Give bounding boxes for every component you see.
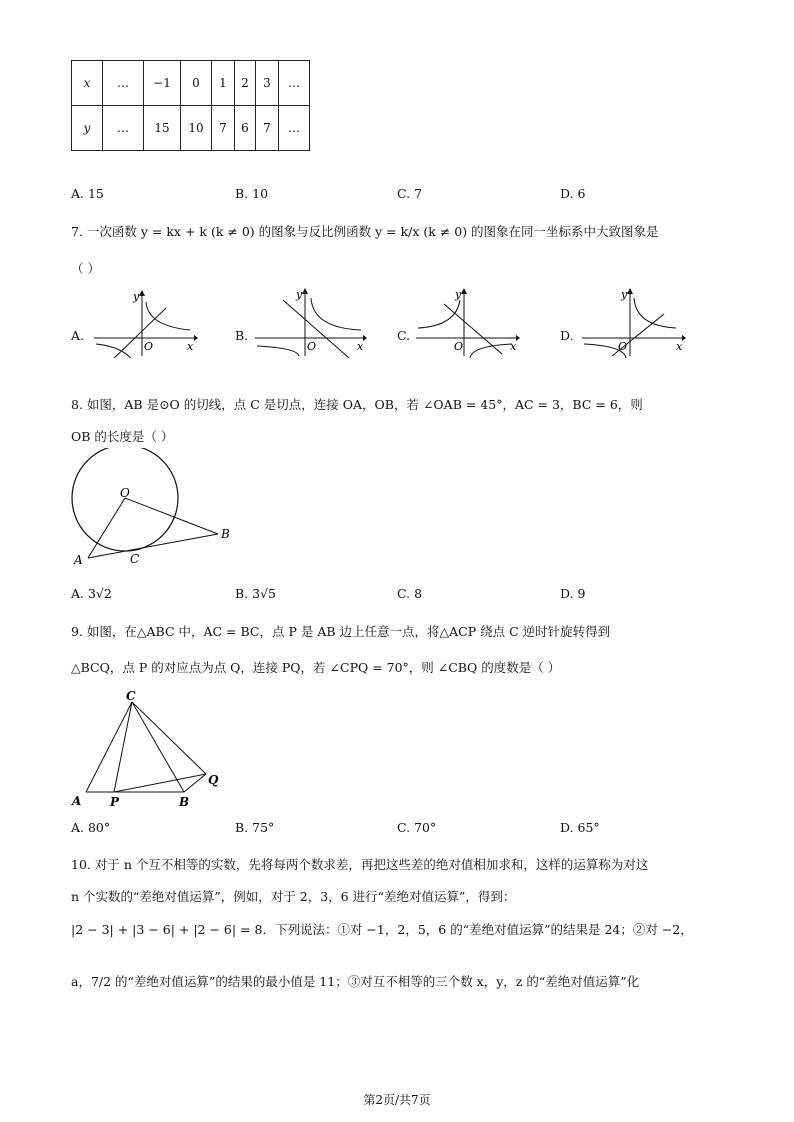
arrow-icon bbox=[516, 335, 520, 341]
q9-option-c: C. 70° bbox=[397, 820, 437, 835]
hyperbola-branch bbox=[146, 302, 190, 330]
hyperbola-branch bbox=[634, 298, 676, 328]
table-cell: 7 bbox=[256, 106, 279, 151]
q9-triangle-figure bbox=[66, 688, 226, 812]
segment-ob bbox=[125, 498, 218, 534]
page-number: 第2页/共7页 bbox=[363, 1093, 431, 1107]
xy-value-table bbox=[71, 60, 310, 151]
x-label: x bbox=[187, 340, 194, 353]
arrow-icon bbox=[461, 288, 467, 294]
q6-option-c: C. 7 bbox=[397, 186, 423, 201]
line-graph bbox=[110, 308, 166, 358]
line-graph bbox=[444, 304, 502, 354]
segment-bq bbox=[184, 774, 206, 792]
q8-circle-figure bbox=[60, 448, 240, 578]
x-label: x bbox=[676, 340, 683, 353]
y-label: y bbox=[455, 288, 462, 301]
q9-stem-line1: 9. 如图，在△ABC 中，AC = BC，点 P 是 AB 边上任意一点，将△ACP 绕点 C 逆时针旋转得到 bbox=[71, 624, 611, 639]
origin-label: O bbox=[144, 340, 154, 353]
hyperbola-branch bbox=[470, 344, 512, 358]
q9-stem-line2: △BCQ，点 P 的对应点为点 Q，连接 PQ，若 ∠CPQ = 70°，则 ∠CBQ 的度数是（ ） bbox=[71, 660, 561, 675]
table-cell: x bbox=[72, 61, 103, 106]
origin-label: O bbox=[307, 340, 317, 353]
table-cell: … bbox=[279, 61, 310, 106]
q10-line1: 10. 对于 n 个互不相等的实数，先将每两个数求差，再把这些差的绝对值相加求和，这样的运算称为对这 bbox=[71, 857, 649, 872]
q9-option-d: D. 65° bbox=[560, 820, 600, 835]
table-row-y bbox=[72, 106, 310, 151]
table-cell: 2 bbox=[235, 61, 256, 106]
table-cell: … bbox=[279, 106, 310, 151]
q7-answer-paren: （ ） bbox=[71, 261, 100, 276]
q6-option-b: B. 10 bbox=[235, 186, 269, 201]
point-a-label: A bbox=[74, 553, 83, 567]
q7-label-b: B. bbox=[235, 328, 249, 343]
q8-stem-line1: 8. 如图，AB 是⊙O 的切线，点 C 是切点，连接 OA，OB，若 ∠OAB = 45°，AC = 3，BC = 6，则 bbox=[71, 397, 643, 412]
q8-option-b: B. 3√5 bbox=[235, 586, 277, 601]
q8-option-d: D. 9 bbox=[560, 586, 586, 601]
table-cell: 3 bbox=[256, 61, 279, 106]
table-cell: 10 bbox=[181, 106, 212, 151]
origin-label: O bbox=[454, 340, 464, 353]
segment-ca bbox=[86, 702, 132, 792]
q10-line3: |2 − 3| + |3 − 6| + |2 − 6| = 8．下列说法：①对 −1，2，5，6 的“差绝对值运算”的结果是 24；②对 −2， bbox=[71, 922, 693, 937]
q7-label-d: D. bbox=[560, 328, 574, 343]
segment-cq bbox=[132, 702, 206, 774]
y-label: y bbox=[621, 288, 628, 301]
point-b-label: B bbox=[221, 527, 230, 541]
q7-graph-c bbox=[414, 286, 524, 358]
table-row-x bbox=[72, 61, 310, 106]
arrow-icon bbox=[302, 288, 308, 294]
y-label: y bbox=[296, 288, 303, 301]
q10-line2: n 个实数的“差绝对值运算”，例如，对于 2，3，6 进行“差绝对值运算”，得到： bbox=[71, 889, 516, 904]
tangent-ab bbox=[88, 534, 218, 558]
line-graph bbox=[612, 314, 664, 356]
x-label: x bbox=[510, 340, 517, 353]
arrow-icon bbox=[363, 335, 367, 341]
table-cell: 7 bbox=[212, 106, 235, 151]
table-cell: … bbox=[103, 106, 144, 151]
y-label: y bbox=[133, 290, 140, 303]
q7-label-a: A. bbox=[71, 328, 85, 343]
point-p-label: P bbox=[110, 795, 120, 809]
point-q-label: Q bbox=[208, 773, 219, 787]
q7-graph-a bbox=[90, 288, 200, 358]
table-cell: y bbox=[72, 106, 103, 151]
segment-oa bbox=[88, 498, 125, 558]
arrow-icon bbox=[627, 288, 633, 294]
q6-option-d: D. 6 bbox=[560, 186, 586, 201]
q7-stem: 7. 一次函数 y = kx + k (k ≠ 0) 的图象与反比例函数 y = k/x (k ≠ 0) 的图象在同一坐标系中大致图象是 bbox=[71, 224, 659, 239]
arrow-icon bbox=[194, 335, 198, 341]
hyperbola-branch bbox=[311, 298, 361, 330]
table-cell: 1 bbox=[212, 61, 235, 106]
q8-option-a: A. 3√2 bbox=[71, 586, 112, 601]
point-a-label: A bbox=[72, 794, 82, 808]
point-c-label: C bbox=[126, 689, 136, 703]
table-cell: 15 bbox=[144, 106, 181, 151]
q8-option-c: C. 8 bbox=[397, 586, 423, 601]
q7-graph-b bbox=[253, 286, 368, 358]
q6-option-a: A. 15 bbox=[71, 186, 104, 201]
q7-label-c: C. bbox=[397, 328, 411, 343]
q7-graph-d bbox=[580, 286, 690, 358]
origin-label: O bbox=[618, 340, 628, 353]
table-cell: 0 bbox=[181, 61, 212, 106]
hyperbola-branch bbox=[418, 300, 460, 328]
table-cell: 6 bbox=[235, 106, 256, 151]
arrow-icon bbox=[139, 290, 145, 296]
point-c-label: C bbox=[130, 552, 140, 566]
arrow-icon bbox=[682, 335, 686, 341]
segment-cb bbox=[132, 702, 184, 792]
q9-option-a: A. 80° bbox=[71, 820, 111, 835]
table-cell: … bbox=[103, 61, 144, 106]
q10-line4: a，7/2 的“差绝对值运算”的结果的最小值是 11；③对互不相等的三个数 x，y，z 的“差绝对值运算”化 bbox=[71, 974, 640, 989]
table-cell: −1 bbox=[144, 61, 181, 106]
hyperbola-branch bbox=[257, 346, 299, 356]
segment-cp bbox=[114, 702, 132, 792]
segment-pq bbox=[114, 774, 206, 792]
point-b-label: B bbox=[179, 795, 190, 809]
q9-option-b: B. 75° bbox=[235, 820, 275, 835]
q8-stem-line2: OB 的长度是（ ） bbox=[71, 429, 174, 444]
point-o-label: O bbox=[120, 486, 130, 500]
x-label: x bbox=[357, 340, 364, 353]
